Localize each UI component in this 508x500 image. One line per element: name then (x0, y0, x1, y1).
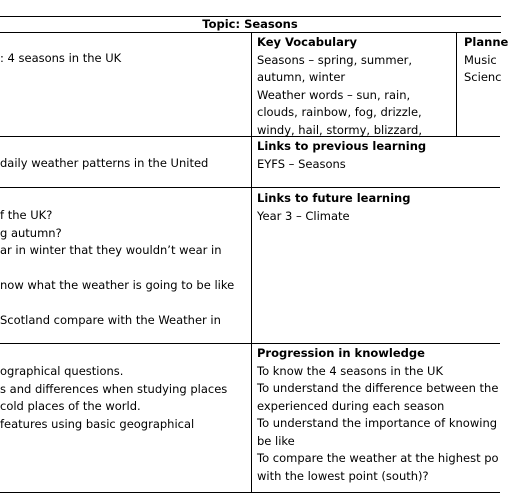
key-vocabulary-heading: Key Vocabulary (257, 35, 358, 49)
skill-line: s and differences when studying places (0, 381, 228, 396)
progression-line: To compare the weather at the highest po (257, 451, 499, 465)
question-line: ar in winter that they wouldn’t wear in (0, 243, 222, 257)
question-line: f the UK? (0, 208, 53, 222)
left-cell-overview (0, 138, 250, 186)
progression-line: To understand the importance of knowing (257, 416, 498, 430)
future-learning-heading: Links to future learning (257, 191, 411, 205)
question-line: Scotland compare with the Weather in (0, 313, 221, 327)
progression-line: with the lowest point (south)? (257, 468, 429, 483)
key-vocabulary-cell (257, 34, 455, 136)
vocabulary-line: windy, hail, stormy, blizzard, (257, 122, 423, 137)
vocabulary-line: Seasons – spring, summer, (257, 52, 413, 67)
vocabulary-line: clouds, rainbow, fog, drizzle, (257, 105, 422, 119)
row-divider-2 (0, 187, 500, 188)
column-divider-right (456, 33, 457, 136)
progression-cell (257, 345, 500, 491)
row-divider-3 (0, 343, 500, 344)
progression-line: To know the 4 seasons in the UK (257, 363, 444, 378)
previous-learning-cell (257, 138, 500, 186)
column-divider-left (251, 33, 252, 493)
row-divider-bottom (0, 492, 500, 493)
left-overview-line: daily weather patterns in the United (0, 156, 209, 170)
skill-line: ographical questions. (0, 364, 124, 378)
question-line: g autumn? (0, 225, 62, 240)
future-learning-cell (257, 190, 500, 340)
progression-line: To understand the difference between the (257, 381, 499, 395)
vocabulary-line: Weather words – sun, rain, (257, 87, 411, 102)
question-line (0, 260, 250, 278)
future-learning-line: Year 3 – Climate (257, 208, 350, 223)
previous-learning-line: EYFS – Seasons (257, 156, 346, 171)
planned-cell (464, 34, 508, 136)
left-cell-skills (0, 363, 250, 491)
skill-line: features using basic geographical (0, 416, 195, 431)
planned-line: Music (464, 52, 497, 67)
topic-title: Topic: Seasons (0, 16, 501, 33)
skill-line: cold places of the world. (0, 399, 141, 413)
left-cell-aims (0, 50, 250, 130)
vocabulary-line: autumn, winter (257, 70, 346, 84)
planned-heading: Planne (464, 35, 508, 49)
progression-line: experienced during each season (257, 398, 445, 413)
left-aims-line: : 4 seasons in the UK (0, 51, 122, 65)
question-line: now what the weather is going to be like (0, 278, 235, 292)
left-cell-questions (0, 207, 250, 342)
question-line (0, 295, 250, 313)
previous-learning-heading: Links to previous learning (257, 139, 427, 153)
progression-line: be like (257, 433, 295, 448)
progression-heading: Progression in knowledge (257, 346, 425, 360)
planned-line: Scienc (464, 70, 502, 84)
